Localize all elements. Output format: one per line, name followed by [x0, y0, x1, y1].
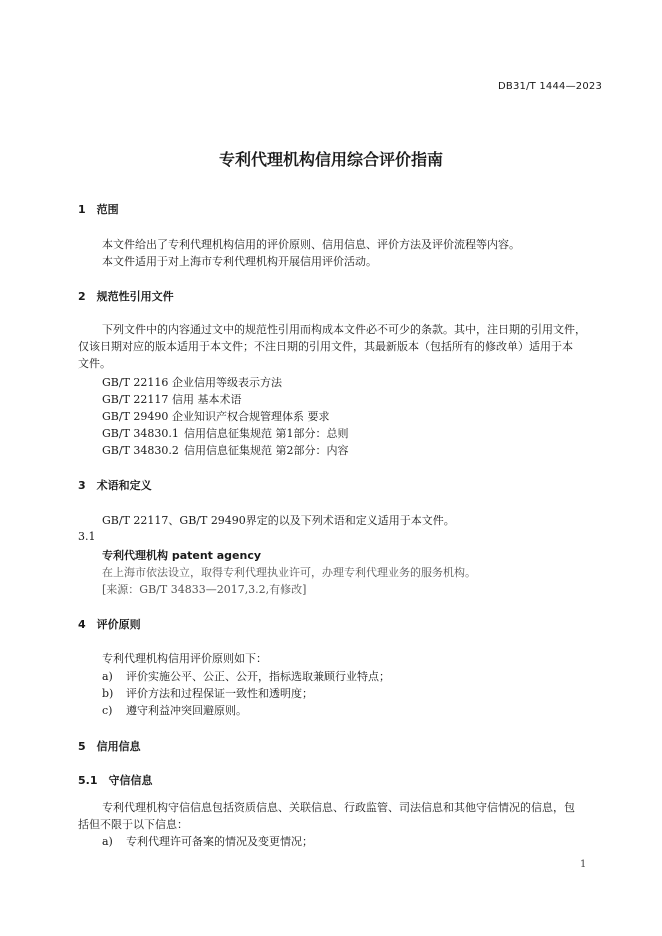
- list-marker: a): [102, 670, 113, 683]
- list-marker: b): [102, 687, 114, 700]
- reference-title: 信用信息征集规范 第2部分：内容: [184, 444, 349, 457]
- section-3-heading: 3 术语和定义: [78, 479, 152, 492]
- reference-title: 信用 基本术语: [172, 393, 242, 406]
- list-marker: c): [102, 704, 113, 717]
- reference-item: [102, 425, 349, 441]
- section-5-1-paragraph-line-1: 专利代理机构守信信息包括资质信息、关联信息、行政监管、司法信息和其他守信情况的信息，包: [102, 801, 575, 814]
- section-2-paragraph-line-1: 下列文件中的内容通过文中的规范性引用而构成本文件必不可少的条款。其中，注日期的引用文件，: [102, 323, 586, 336]
- list-text: 评价实施公平、公正、公开，指标选取兼顾行业特点；: [126, 670, 390, 683]
- list-text: 评价方法和过程保证一致性和透明度；: [126, 687, 313, 700]
- section-5-heading: 5 信用信息: [78, 740, 141, 753]
- reference-code: GB/T 34830.2: [102, 444, 179, 457]
- list-text: 专利代理许可备案的情况及变更情况；: [126, 835, 313, 848]
- reference-code: GB/T 29490: [102, 410, 169, 423]
- reference-item: [102, 391, 242, 407]
- standard-code: DB31/T 1444—2023: [498, 81, 603, 92]
- page-number: 1: [580, 859, 587, 870]
- reference-item: [102, 408, 330, 424]
- section-2-paragraph-line-3: 文件。: [78, 357, 111, 370]
- section-1-heading: 1 范围: [78, 203, 119, 216]
- list-item: [102, 685, 313, 701]
- section-4-heading: 4 评价原则: [78, 618, 141, 631]
- list-marker: a): [102, 835, 113, 848]
- section-5-1-heading: 5.1 守信信息: [78, 774, 153, 787]
- reference-item: [102, 442, 349, 458]
- section-3-paragraph: GB/T 22117、GB/T 29490界定的以及下列术语和定义适用于本文件。: [102, 514, 455, 527]
- section-2-paragraph-line-2: 仅该日期对应的版本适用于本文件；不注日期的引用文件，其最新版本（包括所有的修改单）适用于本: [78, 340, 573, 353]
- section-4-intro: 专利代理机构信用评价原则如下：: [102, 652, 267, 665]
- reference-title: 企业信用等级表示方法: [172, 376, 282, 389]
- list-text: 遵守利益冲突回避原则。: [126, 704, 247, 717]
- reference-code: GB/T 22117: [102, 393, 169, 406]
- term-number: 3.1: [78, 530, 96, 543]
- list-item: [102, 833, 313, 849]
- reference-code: GB/T 22116: [102, 376, 169, 389]
- reference-title: 信用信息征集规范 第1部分：总则: [184, 427, 349, 440]
- term-name: 专利代理机构 patent agency: [102, 549, 262, 562]
- list-item: [102, 668, 390, 684]
- section-5-1-paragraph-line-2: 括但不限于以下信息：: [78, 818, 188, 831]
- section-2-heading: 2 规范性引用文件: [78, 290, 174, 303]
- reference-item: [102, 374, 282, 390]
- reference-title: 企业知识产权合规管理体系 要求: [172, 410, 330, 423]
- section-1-paragraph-1: 本文件给出了专利代理机构信用的评价原则、信用信息、评价方法及评价流程等内容。: [102, 238, 520, 251]
- term-source: [来源：GB/T 34833—2017,3.2,有修改]: [102, 583, 307, 596]
- reference-code: GB/T 34830.1: [102, 427, 179, 440]
- term-definition: 在上海市依法设立，取得专利代理执业许可，办理专利代理业务的服务机构。: [102, 566, 476, 579]
- section-1-paragraph-2: 本文件适用于对上海市专利代理机构开展信用评价活动。: [102, 255, 377, 268]
- list-item: [102, 702, 247, 718]
- document-title: 专利代理机构信用综合评价指南: [218, 150, 443, 169]
